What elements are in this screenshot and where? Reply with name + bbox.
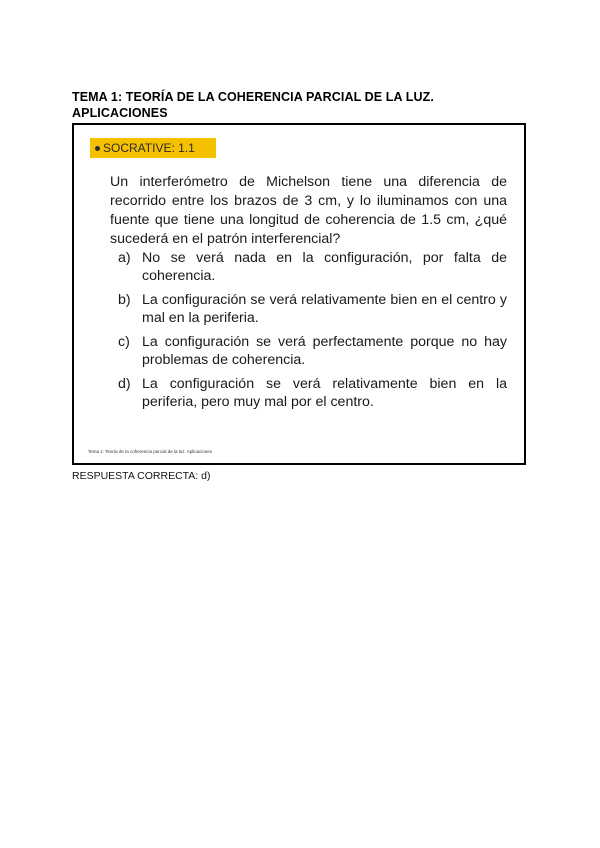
option-text: La configuración se verá relativamente bien en el centro y mal en la periferia. — [142, 292, 507, 326]
question-text: Un interferómetro de Michelson tiene una diferencia de recorrido entre los brazos de 3 cm, y lo iluminamos con una fuente que tiene una longitud de coherencia de 1.5 cm, ¿qué sucederá en el patrón interferencial? — [110, 174, 507, 247]
option-text: La configuración se verá relativamente bien en la periferia, pero muy mal por el centro. — [142, 376, 507, 410]
correct-answer: RESPUESTA CORRECTA: d) — [72, 470, 211, 482]
slide-footer: Tema 1: Teoría de la coherencia parcial de la luz. Aplicaciones — [88, 449, 212, 454]
option-c — [118, 333, 507, 369]
option-text: La configuración se verá perfectamente porque no hay problemas de coherencia. — [142, 334, 507, 368]
option-letter: b) — [118, 292, 131, 308]
option-a — [118, 249, 507, 285]
option-text: No se verá nada en la configuración, por falta de coherencia. — [142, 250, 507, 284]
slide-frame — [72, 123, 526, 465]
document-heading — [72, 89, 532, 121]
option-letter: d) — [118, 376, 131, 392]
heading-line-2: APLICACIONES — [72, 106, 168, 120]
answer-options — [118, 249, 507, 417]
option-letter: a) — [118, 250, 131, 266]
socrative-tag — [90, 138, 216, 158]
option-d — [118, 375, 507, 411]
bullet-icon — [95, 146, 100, 151]
option-letter: c) — [118, 334, 130, 350]
option-b — [118, 291, 507, 327]
socrative-tag-label: SOCRATIVE: 1.1 — [103, 141, 195, 155]
heading-line-1: TEMA 1: TEORÍA DE LA COHERENCIA PARCIAL DE LA LUZ. — [72, 90, 434, 104]
